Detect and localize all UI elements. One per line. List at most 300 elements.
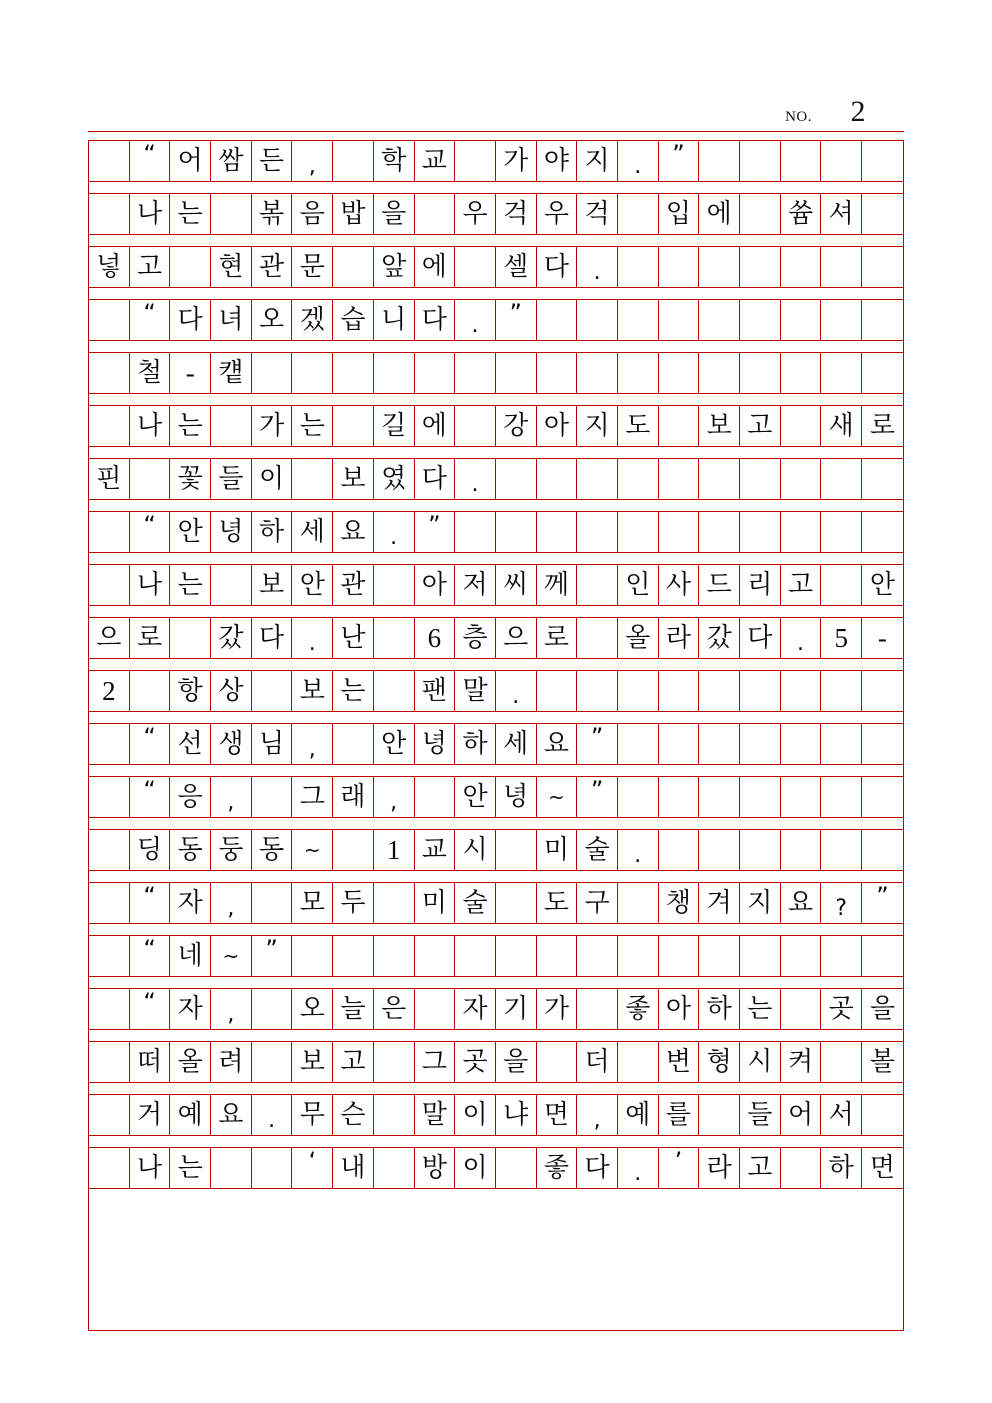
manuscript-cell bbox=[537, 459, 578, 499]
manuscript-cell: “ bbox=[130, 724, 171, 764]
manuscript-cell bbox=[496, 1148, 537, 1188]
manuscript-cell: , bbox=[374, 777, 415, 817]
manuscript-cell bbox=[821, 141, 862, 181]
manuscript-cell: 교 bbox=[415, 830, 456, 870]
manuscript-cell: 미 bbox=[537, 830, 578, 870]
manuscript-cell bbox=[455, 406, 496, 446]
manuscript-cell bbox=[618, 936, 659, 976]
row-separator bbox=[88, 341, 904, 352]
manuscript-cell: 길 bbox=[374, 406, 415, 446]
manuscript-cell: 는 bbox=[170, 194, 211, 234]
manuscript-cell: 에 bbox=[415, 247, 456, 287]
manuscript-cell bbox=[699, 300, 740, 340]
manuscript-cell bbox=[781, 512, 822, 552]
manuscript-cell: 보 bbox=[292, 1042, 333, 1082]
manuscript-cell: 녀 bbox=[211, 300, 252, 340]
manuscript-cell: 면 bbox=[869, 1153, 895, 1183]
manuscript-cell: 께 bbox=[537, 565, 578, 605]
manuscript-cell bbox=[252, 777, 293, 817]
manuscript-cell bbox=[577, 936, 618, 976]
manuscript-cell: 로 bbox=[130, 618, 171, 658]
manuscript-row bbox=[88, 405, 904, 447]
manuscript-cell: . bbox=[618, 830, 659, 870]
manuscript-cell bbox=[333, 724, 374, 764]
manuscript-cell: 서 bbox=[821, 1095, 862, 1135]
manuscript-cell bbox=[333, 353, 374, 393]
manuscript-cell bbox=[659, 830, 700, 870]
manuscript-cell: 새 bbox=[821, 406, 862, 446]
manuscript-cell bbox=[89, 194, 130, 234]
manuscript-cell bbox=[740, 830, 781, 870]
manuscript-cell bbox=[699, 777, 740, 817]
manuscript-cell: 지 bbox=[740, 883, 781, 923]
manuscript-cell: 님 bbox=[252, 724, 293, 764]
manuscript-cell: 볼 bbox=[869, 1047, 895, 1077]
manuscript-cell bbox=[862, 830, 903, 870]
manuscript-row bbox=[88, 1147, 904, 1189]
manuscript-cell bbox=[781, 406, 822, 446]
manuscript-cell: 을 bbox=[869, 994, 895, 1024]
row-separator bbox=[88, 447, 904, 458]
manuscript-cell: , bbox=[292, 141, 333, 181]
manuscript-cell bbox=[821, 565, 862, 605]
manuscript-cell bbox=[862, 300, 903, 340]
manuscript-cell bbox=[740, 724, 781, 764]
manuscript-row bbox=[88, 193, 904, 235]
manuscript-cell bbox=[699, 459, 740, 499]
manuscript-cell bbox=[821, 300, 862, 340]
manuscript-cell: 다 bbox=[252, 618, 293, 658]
manuscript-cell: 지 bbox=[577, 406, 618, 446]
manuscript-cell: 하 bbox=[699, 989, 740, 1029]
manuscript-cell: 자 bbox=[455, 989, 496, 1029]
manuscript-cell bbox=[659, 671, 700, 711]
manuscript-cell bbox=[659, 353, 700, 393]
manuscript-cell bbox=[740, 300, 781, 340]
manuscript-cell: 는 bbox=[333, 671, 374, 711]
manuscript-cell bbox=[781, 989, 822, 1029]
manuscript-cell: 자 bbox=[170, 883, 211, 923]
manuscript-cell: 이 bbox=[455, 1095, 496, 1135]
manuscript-cell bbox=[699, 1095, 740, 1135]
manuscript-cell: 나 bbox=[130, 406, 171, 446]
manuscript-cell bbox=[862, 724, 903, 764]
page-number: 2 bbox=[850, 95, 866, 128]
manuscript-cell bbox=[455, 141, 496, 181]
manuscript-cell: 는 bbox=[170, 406, 211, 446]
manuscript-cell: 드 bbox=[699, 565, 740, 605]
manuscript-cell: 무 bbox=[292, 1095, 333, 1135]
manuscript-cell bbox=[89, 300, 130, 340]
manuscript-row bbox=[88, 140, 904, 182]
manuscript-cell: 보 bbox=[252, 565, 293, 605]
manuscript-cell bbox=[618, 724, 659, 764]
row-separator bbox=[88, 394, 904, 405]
manuscript-cell: 내 bbox=[333, 1148, 374, 1188]
manuscript-cell: 고 bbox=[333, 1042, 374, 1082]
manuscript-cell bbox=[415, 194, 456, 234]
page-number-group bbox=[785, 95, 904, 129]
manuscript-cell bbox=[333, 141, 374, 181]
manuscript-cell: 갔 bbox=[699, 618, 740, 658]
manuscript-row bbox=[88, 511, 904, 553]
manuscript-cell bbox=[89, 512, 130, 552]
manuscript-cell: ? bbox=[821, 883, 862, 923]
manuscript-cell bbox=[821, 724, 862, 764]
manuscript-cell: 2 bbox=[89, 671, 130, 711]
manuscript-cell: 씨 bbox=[496, 565, 537, 605]
manuscript-row bbox=[88, 1094, 904, 1136]
manuscript-cell: . bbox=[374, 512, 415, 552]
manuscript-cell bbox=[455, 936, 496, 976]
manuscript-cell bbox=[211, 1148, 252, 1188]
manuscript-cell: 나 bbox=[130, 194, 171, 234]
manuscript-cell bbox=[821, 512, 862, 552]
manuscript-cell: 니 bbox=[374, 300, 415, 340]
manuscript-cell: ‘ bbox=[292, 1148, 333, 1188]
manuscript-cell: “ bbox=[130, 936, 171, 976]
manuscript-row bbox=[88, 829, 904, 871]
manuscript-row bbox=[88, 564, 904, 606]
manuscript-cell bbox=[659, 936, 700, 976]
manuscript-cell: 고 bbox=[740, 1148, 781, 1188]
manuscript-cell bbox=[252, 353, 293, 393]
manuscript-cell bbox=[781, 671, 822, 711]
manuscript-cell bbox=[455, 353, 496, 393]
manuscript-row bbox=[88, 299, 904, 341]
manuscript-cell: 기 bbox=[496, 989, 537, 1029]
manuscript-cell bbox=[740, 777, 781, 817]
manuscript-cell: 더 bbox=[577, 1042, 618, 1082]
manuscript-cell: 네 bbox=[170, 936, 211, 976]
row-separator bbox=[88, 871, 904, 882]
manuscript-cell: 술 bbox=[455, 883, 496, 923]
manuscript-cell: - bbox=[170, 353, 211, 393]
manuscript-cell bbox=[292, 936, 333, 976]
manuscript-cell bbox=[659, 247, 700, 287]
manuscript-cell: 습 bbox=[333, 300, 374, 340]
manuscript-cell bbox=[89, 724, 130, 764]
manuscript-cell: , bbox=[211, 883, 252, 923]
manuscript-cell bbox=[659, 724, 700, 764]
manuscript-cell: 다 bbox=[170, 300, 211, 340]
manuscript-cell: 강 bbox=[496, 406, 537, 446]
manuscript-cell bbox=[89, 830, 130, 870]
manuscript-cell bbox=[821, 353, 862, 393]
manuscript-cell bbox=[252, 1042, 293, 1082]
manuscript-cell: . bbox=[252, 1095, 293, 1135]
manuscript-cell bbox=[496, 883, 537, 923]
manuscript-cell: 가 bbox=[252, 406, 293, 446]
manuscript-cell: 는 bbox=[292, 406, 333, 446]
header-rule bbox=[88, 131, 904, 132]
manuscript-cell: 아 bbox=[659, 989, 700, 1029]
manuscript-cell bbox=[537, 300, 578, 340]
manuscript-cell: 라 bbox=[659, 618, 700, 658]
manuscript-cell: 6 bbox=[415, 618, 456, 658]
manuscript-cell bbox=[333, 936, 374, 976]
manuscript-cell bbox=[618, 883, 659, 923]
manuscript-cell: 두 bbox=[333, 883, 374, 923]
manuscript-cell bbox=[577, 353, 618, 393]
manuscript-cell: 팬 bbox=[415, 671, 456, 711]
manuscript-cell: 녕 bbox=[211, 512, 252, 552]
manuscript-cell: 였 bbox=[374, 459, 415, 499]
manuscript-cell bbox=[374, 671, 415, 711]
manuscript-cell: “ bbox=[130, 141, 171, 181]
manuscript-row bbox=[88, 1041, 904, 1083]
manuscript-cell bbox=[821, 936, 862, 976]
manuscript-cell: ” bbox=[252, 936, 293, 976]
manuscript-cell: 교 bbox=[415, 141, 456, 181]
manuscript-cell: 거 bbox=[130, 1095, 171, 1135]
manuscript-cell: 셀 bbox=[496, 247, 537, 287]
manuscript-cell: 는 bbox=[170, 565, 211, 605]
manuscript-cell bbox=[415, 777, 456, 817]
manuscript-cell bbox=[333, 406, 374, 446]
manuscript-cell bbox=[374, 883, 415, 923]
manuscript-cell bbox=[821, 1042, 862, 1082]
manuscript-cell bbox=[374, 1095, 415, 1135]
manuscript-cell: 요 bbox=[333, 512, 374, 552]
manuscript-cell: 좋 bbox=[537, 1148, 578, 1188]
manuscript-cell: 쌈 bbox=[211, 141, 252, 181]
manuscript-cell bbox=[415, 989, 456, 1029]
manuscript-cell: 쓤 bbox=[781, 194, 822, 234]
manuscript-cell bbox=[699, 247, 740, 287]
manuscript-cell: 술 bbox=[577, 830, 618, 870]
manuscript-cell: 고 bbox=[781, 565, 822, 605]
manuscript-cell: 생 bbox=[211, 724, 252, 764]
manuscript-cell bbox=[415, 353, 456, 393]
manuscript-cell: 입 bbox=[659, 194, 700, 234]
manuscript-cell bbox=[211, 406, 252, 446]
manuscript-cell: 면 bbox=[537, 1095, 578, 1135]
manuscript-cell: ” bbox=[577, 724, 618, 764]
manuscript-cell: 챙 bbox=[659, 883, 700, 923]
manuscript-cell bbox=[537, 512, 578, 552]
manuscript-cell: 예 bbox=[170, 1095, 211, 1135]
manuscript-cell: 사 bbox=[659, 565, 700, 605]
manuscript-cell: 다 bbox=[577, 1148, 618, 1188]
manuscript-cell: 볶 bbox=[252, 194, 293, 234]
manuscript-cell: 올 bbox=[618, 618, 659, 658]
no-label: NO. bbox=[785, 109, 812, 125]
manuscript-cell bbox=[374, 936, 415, 976]
manuscript-cell bbox=[89, 1095, 130, 1135]
manuscript-cell bbox=[170, 618, 211, 658]
manuscript-cell: 녕 bbox=[415, 724, 456, 764]
manuscript-cell: 동 bbox=[252, 830, 293, 870]
manuscript-cell bbox=[374, 1148, 415, 1188]
manuscript-cell bbox=[292, 459, 333, 499]
manuscript-cell bbox=[618, 671, 659, 711]
row-separator bbox=[88, 924, 904, 935]
manuscript-cell bbox=[740, 512, 781, 552]
row-separator bbox=[88, 500, 904, 511]
row-separator bbox=[88, 182, 904, 193]
manuscript-cell: 도 bbox=[618, 406, 659, 446]
manuscript-cell bbox=[821, 830, 862, 870]
manuscript-cell: 안 bbox=[374, 724, 415, 764]
manuscript-cell: 늘 bbox=[333, 989, 374, 1029]
manuscript-cell bbox=[699, 141, 740, 181]
row-separator bbox=[88, 659, 904, 670]
manuscript-cell: . bbox=[292, 618, 333, 658]
manuscript-cell: 갔 bbox=[211, 618, 252, 658]
manuscript-cell bbox=[252, 1148, 293, 1188]
manuscript-cell: . bbox=[455, 300, 496, 340]
manuscript-cell: 걱 bbox=[496, 194, 537, 234]
manuscript-cell: , bbox=[211, 777, 252, 817]
manuscript-cell: 꽃 bbox=[170, 459, 211, 499]
manuscript-cell bbox=[130, 459, 171, 499]
row-separator bbox=[88, 235, 904, 246]
manuscript-cell: 넣 bbox=[89, 247, 130, 287]
manuscript-cell: 녕 bbox=[496, 777, 537, 817]
row-separator bbox=[88, 1030, 904, 1041]
manuscript-cell: 5 bbox=[821, 618, 862, 658]
manuscript-cell: 구 bbox=[577, 883, 618, 923]
manuscript-cell bbox=[781, 936, 822, 976]
manuscript-cell: 요 bbox=[537, 724, 578, 764]
manuscript-cell bbox=[659, 512, 700, 552]
manuscript-cell: 인 bbox=[618, 565, 659, 605]
manuscript-cell bbox=[821, 777, 862, 817]
manuscript-cell bbox=[618, 1042, 659, 1082]
manuscript-cell: 방 bbox=[415, 1148, 456, 1188]
manuscript-cell bbox=[781, 777, 822, 817]
row-separator bbox=[88, 606, 904, 617]
manuscript-cell bbox=[415, 936, 456, 976]
manuscript-cell bbox=[496, 512, 537, 552]
manuscript-cell: 우 bbox=[537, 194, 578, 234]
manuscript-cell: - bbox=[877, 622, 887, 653]
manuscript-cell: 나 bbox=[130, 1148, 171, 1188]
manuscript-row bbox=[88, 352, 904, 394]
manuscript-cell bbox=[699, 830, 740, 870]
manuscript-cell: 관 bbox=[333, 565, 374, 605]
manuscript-cell: . bbox=[618, 141, 659, 181]
manuscript-cell: . bbox=[577, 247, 618, 287]
page-header bbox=[88, 96, 904, 132]
manuscript-cell: 들 bbox=[740, 1095, 781, 1135]
manuscript-cell bbox=[618, 247, 659, 287]
manuscript-cell bbox=[537, 353, 578, 393]
manuscript-cell: 래 bbox=[333, 777, 374, 817]
manuscript-cell bbox=[89, 353, 130, 393]
manuscript-cell: 말 bbox=[415, 1095, 456, 1135]
manuscript-cell bbox=[374, 565, 415, 605]
manuscript-cell: 응 bbox=[170, 777, 211, 817]
manuscript-row bbox=[88, 988, 904, 1030]
manuscript-cell: ’ bbox=[659, 1148, 700, 1188]
manuscript-cell: 선 bbox=[170, 724, 211, 764]
manuscript-row bbox=[88, 246, 904, 288]
manuscript-cell bbox=[781, 459, 822, 499]
manuscript-cell bbox=[89, 1148, 130, 1188]
manuscript-cell: 고 bbox=[130, 247, 171, 287]
blank-writing-area bbox=[88, 1189, 904, 1331]
manuscript-cell bbox=[781, 353, 822, 393]
manuscript-cell: “ bbox=[130, 512, 171, 552]
manuscript-cell: 나 bbox=[130, 565, 171, 605]
manuscript-cell: 세 bbox=[496, 724, 537, 764]
manuscript-cell bbox=[862, 141, 903, 181]
row-separator bbox=[88, 818, 904, 829]
manuscript-cell bbox=[577, 512, 618, 552]
manuscript-cell: 모 bbox=[292, 883, 333, 923]
manuscript-cell bbox=[252, 671, 293, 711]
row-separator bbox=[88, 977, 904, 988]
row-separator bbox=[88, 288, 904, 299]
manuscript-cell bbox=[89, 1042, 130, 1082]
manuscript-cell: 아 bbox=[415, 565, 456, 605]
manuscript-cell bbox=[659, 777, 700, 817]
manuscript-cell: 층 bbox=[455, 618, 496, 658]
manuscript-cell: 시 bbox=[455, 830, 496, 870]
manuscript-cell bbox=[537, 1042, 578, 1082]
manuscript-cell bbox=[821, 459, 862, 499]
manuscript-cell bbox=[740, 936, 781, 976]
manuscript-cell: 도 bbox=[537, 883, 578, 923]
manuscript-cell bbox=[618, 300, 659, 340]
manuscript-cell: 하 bbox=[455, 724, 496, 764]
manuscript-cell: 어 bbox=[170, 141, 211, 181]
manuscript-cell: 둥 bbox=[211, 830, 252, 870]
manuscript-cell bbox=[577, 565, 618, 605]
manuscript-cell: 으 bbox=[496, 618, 537, 658]
manuscript-cell: 안 bbox=[292, 565, 333, 605]
manuscript-cell: “ bbox=[130, 777, 171, 817]
manuscript-cell bbox=[577, 459, 618, 499]
manuscript-cell: ” bbox=[496, 300, 537, 340]
manuscript-cell: 안 bbox=[170, 512, 211, 552]
manuscript-cell bbox=[821, 671, 862, 711]
manuscript-cell: 곳 bbox=[455, 1042, 496, 1082]
manuscript-cell: 이 bbox=[252, 459, 293, 499]
manuscript-cell: 냐 bbox=[496, 1095, 537, 1135]
manuscript-cell: . bbox=[496, 671, 537, 711]
manuscript-cell bbox=[170, 247, 211, 287]
manuscript-cell: ” bbox=[577, 777, 618, 817]
manuscript-cell: 세 bbox=[292, 512, 333, 552]
manuscript-cell bbox=[211, 565, 252, 605]
manuscript-cell: 자 bbox=[170, 989, 211, 1029]
manuscript-cell: 항 bbox=[170, 671, 211, 711]
manuscript-cell bbox=[374, 353, 415, 393]
manuscript-cell bbox=[659, 406, 700, 446]
manuscript-cell bbox=[740, 141, 781, 181]
manuscript-cell bbox=[89, 777, 130, 817]
manuscript-cell: 컡 bbox=[211, 353, 252, 393]
manuscript-cell bbox=[89, 936, 130, 976]
manuscript-cell bbox=[496, 936, 537, 976]
manuscript-cell bbox=[577, 671, 618, 711]
manuscript-cell: 에 bbox=[415, 406, 456, 446]
manuscript-cell bbox=[862, 512, 903, 552]
manuscript-cell: 하 bbox=[821, 1148, 862, 1188]
manuscript-cell bbox=[537, 671, 578, 711]
manuscript-cell: 다 bbox=[537, 247, 578, 287]
manuscript-cell bbox=[618, 194, 659, 234]
manuscript-cell: 겨 bbox=[699, 883, 740, 923]
manuscript-cell bbox=[455, 512, 496, 552]
manuscript-cell: 다 bbox=[415, 300, 456, 340]
manuscript-cell bbox=[130, 671, 171, 711]
manuscript-cell: ” bbox=[659, 141, 700, 181]
manuscript-cell: 보 bbox=[292, 671, 333, 711]
